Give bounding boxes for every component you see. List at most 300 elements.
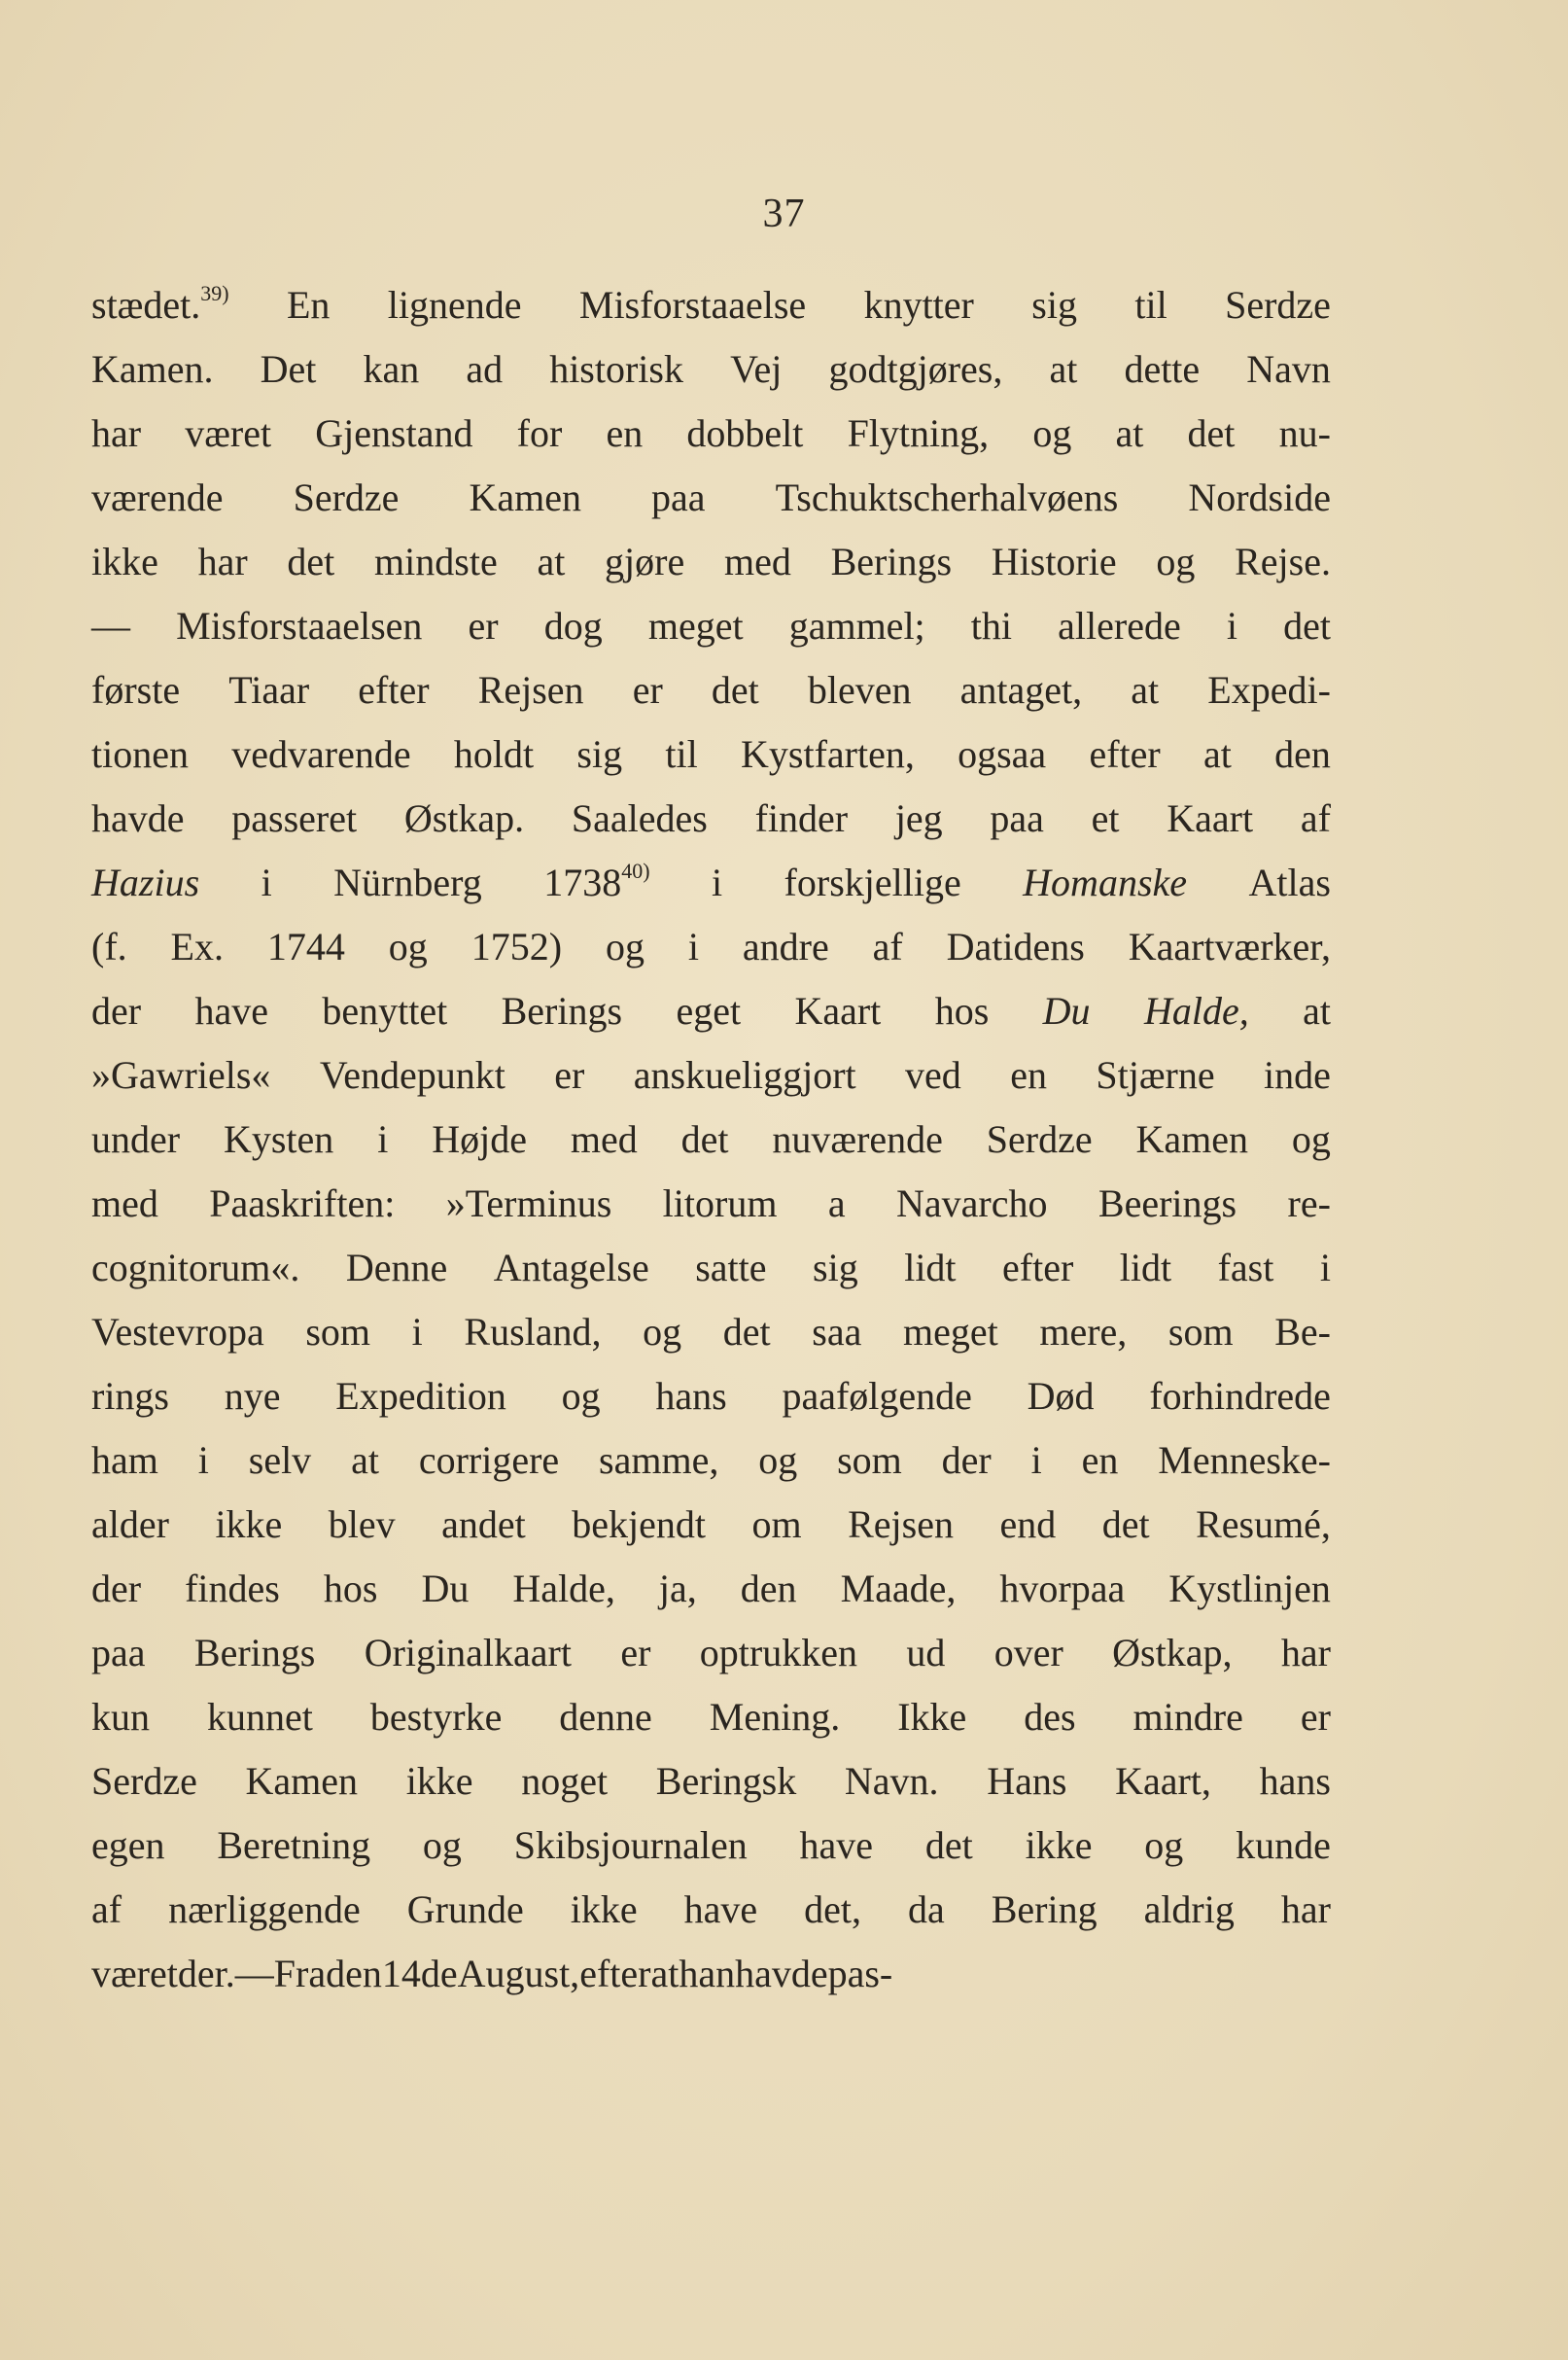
word-text: det — [680, 1117, 729, 1161]
text-line — [91, 1566, 1331, 1630]
word-text: at — [650, 1952, 679, 1995]
word-text: det — [924, 1823, 973, 1867]
word-text: det — [722, 1310, 771, 1354]
word-text: kan — [363, 347, 420, 391]
word-text: knytter — [863, 283, 974, 327]
word-text: forskjellige — [784, 861, 961, 904]
word-text: af — [91, 1887, 122, 1931]
word — [1264, 1052, 1331, 1098]
word-text: Beretning — [217, 1823, 371, 1867]
word-text: Grunde — [406, 1887, 524, 1931]
word — [365, 1630, 572, 1675]
word — [421, 1566, 469, 1611]
word — [324, 1566, 378, 1611]
text-line — [91, 603, 1331, 667]
word-text: paa — [990, 796, 1044, 840]
word — [333, 860, 482, 905]
text-line — [91, 1437, 1331, 1501]
word-text: Antagelse — [493, 1246, 649, 1289]
word — [207, 1694, 313, 1740]
word — [363, 346, 419, 392]
word — [446, 1180, 612, 1226]
word-text: Serdze — [1225, 283, 1331, 327]
word — [267, 924, 345, 969]
word — [828, 1180, 846, 1226]
word — [1235, 539, 1331, 584]
word — [1031, 1437, 1042, 1483]
word — [1236, 1822, 1331, 1868]
word — [1227, 603, 1237, 649]
word-text: gammel; — [788, 604, 925, 648]
word-text: det — [1187, 411, 1236, 455]
word — [1096, 1052, 1214, 1098]
word-text: Kamen — [1135, 1117, 1249, 1161]
word — [960, 667, 1083, 713]
word — [514, 1822, 748, 1868]
word-text: at — [1203, 732, 1232, 776]
word — [1026, 1822, 1093, 1868]
word — [471, 924, 562, 969]
word-text: til — [1134, 283, 1167, 327]
word — [1089, 731, 1160, 777]
word-text: »Terminus — [445, 1181, 612, 1225]
word — [848, 410, 990, 456]
word — [808, 667, 912, 713]
word — [1082, 1437, 1119, 1483]
word-text: paa — [91, 1631, 146, 1674]
word — [1274, 731, 1331, 777]
word — [650, 1951, 679, 1996]
word-text: i — [687, 925, 699, 969]
word — [1058, 603, 1181, 649]
word — [1246, 346, 1331, 392]
word — [1002, 1245, 1073, 1290]
word — [374, 539, 498, 584]
word — [1188, 410, 1236, 456]
word — [1248, 860, 1330, 905]
word-text: Bering — [991, 1887, 1098, 1931]
word-text: benyttet — [322, 989, 448, 1033]
word-text: satte — [695, 1246, 767, 1289]
word — [261, 860, 272, 905]
word — [91, 1180, 158, 1226]
word-text: Østkap, — [1112, 1631, 1233, 1674]
word-text: andre — [742, 925, 829, 969]
word — [176, 603, 422, 649]
word — [572, 1501, 706, 1547]
text-line — [91, 475, 1331, 539]
word-text: da — [907, 1887, 945, 1931]
text-line — [91, 1694, 1331, 1758]
word-text: og — [1291, 1117, 1331, 1161]
text-line — [91, 860, 1331, 924]
word-text: allerede — [1058, 604, 1181, 648]
italic-word: Homanske — [1023, 861, 1188, 904]
word — [620, 1630, 650, 1675]
word-text: i — [377, 1117, 389, 1161]
word-text: at — [1049, 347, 1078, 391]
word — [908, 1886, 945, 1932]
word — [712, 667, 759, 713]
word — [730, 346, 782, 392]
word — [751, 1501, 801, 1547]
word-text: Du — [421, 1567, 470, 1610]
text-line — [91, 282, 1331, 346]
word-text: sig — [1031, 283, 1077, 327]
word — [906, 1630, 945, 1675]
word — [1092, 795, 1120, 841]
word-text: Be- — [1274, 1310, 1331, 1354]
word-text: af — [1300, 796, 1331, 840]
word-text: hvorpaa — [999, 1567, 1126, 1610]
word-text: første — [91, 668, 181, 712]
word — [1010, 1052, 1047, 1098]
word-text: Skibsjournalen — [513, 1823, 748, 1867]
text-line — [91, 1501, 1331, 1566]
word-text: Død — [1027, 1374, 1095, 1418]
word-text: Saaledes — [571, 796, 708, 840]
word — [458, 1951, 580, 1996]
word — [91, 1951, 178, 1996]
word-text: ad — [466, 347, 504, 391]
word-text: den — [326, 1952, 382, 1995]
word-text: Expedi- — [1207, 668, 1331, 712]
word — [1301, 1694, 1331, 1740]
word — [903, 1309, 998, 1355]
text-line — [91, 1245, 1331, 1309]
word — [686, 410, 803, 456]
word — [1188, 475, 1331, 520]
word — [1149, 1373, 1331, 1419]
word — [91, 1373, 169, 1419]
word-text: ud — [906, 1631, 946, 1674]
word — [606, 410, 643, 456]
word-text: i — [1030, 1438, 1042, 1482]
word — [1032, 410, 1071, 456]
word-text: en — [1010, 1053, 1047, 1097]
word — [406, 1758, 473, 1804]
word-text: det — [711, 668, 759, 712]
word-text: der — [91, 1567, 142, 1610]
footnote-reference: 40) — [621, 859, 650, 883]
word-text: og — [1156, 540, 1196, 583]
text-line — [91, 667, 1331, 731]
word — [322, 988, 447, 1034]
word-text: Nürnberg — [333, 861, 482, 904]
text-line — [91, 988, 1331, 1052]
word-text: Kysten — [223, 1117, 334, 1161]
word — [1281, 1630, 1331, 1675]
text-line — [91, 410, 1331, 475]
word-text: Kystfarten, — [741, 732, 915, 776]
word-text: der — [91, 989, 142, 1033]
word — [828, 1951, 893, 1996]
word — [659, 1566, 697, 1611]
word-text: at — [1303, 989, 1331, 1033]
word — [794, 988, 881, 1034]
word-text: Historie — [991, 540, 1117, 583]
word — [91, 282, 229, 328]
word-text: det, — [804, 1887, 861, 1931]
word-text: Flytning, — [847, 411, 990, 455]
word-text: og — [422, 1823, 462, 1867]
word-text: været — [91, 1952, 178, 1995]
word-text: Rejsen — [477, 668, 584, 712]
word-text: selv — [248, 1438, 312, 1482]
word — [665, 731, 697, 777]
word-text: nu- — [1278, 411, 1331, 455]
word-text: og — [758, 1438, 798, 1482]
word-text: Misforstaaelse — [578, 283, 807, 327]
word — [1203, 731, 1232, 777]
word — [579, 282, 806, 328]
word-text: Berings — [193, 1631, 316, 1674]
word-text: Kamen. — [91, 347, 214, 391]
word-text: Denne — [345, 1246, 448, 1289]
word — [812, 1309, 861, 1355]
word — [712, 860, 722, 905]
word — [423, 1822, 462, 1868]
word-text: Navn. — [844, 1759, 939, 1803]
word — [1124, 346, 1200, 392]
word-text: værende — [91, 476, 224, 519]
word — [326, 1951, 382, 1996]
italic-word: Halde, — [1143, 989, 1249, 1033]
word — [1207, 667, 1331, 713]
word-text: nuværende — [772, 1117, 943, 1161]
word-text: denne — [559, 1695, 652, 1739]
word-text: anskueliggjort — [633, 1053, 856, 1097]
footnote-reference: 39) — [200, 281, 229, 305]
word — [987, 1116, 1093, 1162]
word-text: ikke — [570, 1887, 638, 1931]
word — [1049, 346, 1077, 392]
word — [224, 1116, 333, 1162]
word-text: noget — [521, 1759, 609, 1803]
word — [91, 346, 214, 392]
word — [1196, 1501, 1331, 1547]
word — [91, 731, 189, 777]
word-text: Kamen — [469, 476, 581, 519]
word — [1134, 282, 1167, 328]
word-text: »Gawriels« — [91, 1053, 271, 1097]
word — [91, 410, 141, 456]
word-text: han — [679, 1952, 736, 1995]
word — [784, 860, 961, 905]
word-text: havde — [91, 796, 185, 840]
word — [432, 1116, 527, 1162]
word — [329, 1501, 396, 1547]
word — [1023, 860, 1187, 905]
word — [228, 667, 309, 713]
word — [454, 731, 534, 777]
word — [358, 667, 429, 713]
word-text: lignende — [387, 283, 522, 327]
word — [896, 1180, 1047, 1226]
italic-word: Du — [1042, 989, 1091, 1033]
word-text: pas- — [827, 1952, 893, 1995]
word — [194, 1630, 315, 1675]
word-text: Rejse. — [1235, 540, 1331, 583]
word — [837, 1437, 902, 1483]
word-text: Rejsen — [848, 1502, 954, 1546]
word — [1024, 1694, 1075, 1740]
text-line — [91, 795, 1331, 860]
word-text: at — [1115, 411, 1144, 455]
word — [813, 1245, 858, 1290]
word-text: med — [570, 1117, 638, 1161]
word-text: Ikke — [897, 1695, 967, 1739]
word — [845, 1758, 939, 1804]
word-text: til — [665, 732, 698, 776]
word-text: og — [605, 925, 645, 969]
word — [735, 1951, 828, 1996]
word-text: Kaartværker, — [1128, 925, 1331, 969]
word — [925, 1822, 973, 1868]
word-text: Beringsk — [655, 1759, 797, 1803]
word — [1031, 282, 1077, 328]
word — [1116, 410, 1144, 456]
word — [294, 475, 400, 520]
word — [1102, 1501, 1150, 1547]
word — [91, 1437, 158, 1483]
word-text: Resumé, — [1196, 1502, 1331, 1546]
word-text: Originalkaart — [364, 1631, 572, 1674]
word-text: 1744 — [266, 925, 345, 969]
word — [1120, 1245, 1171, 1290]
word-text: Halde, — [512, 1567, 615, 1610]
word-text: og — [643, 1310, 682, 1354]
word — [464, 1309, 601, 1355]
word-text: er — [620, 1631, 651, 1674]
word — [549, 346, 683, 392]
word — [91, 988, 141, 1034]
word — [441, 1501, 526, 1547]
word — [194, 988, 268, 1034]
word — [663, 1180, 778, 1226]
word-text: Misforstaaelsen — [176, 604, 423, 648]
word — [992, 539, 1117, 584]
word-text: en — [606, 411, 644, 455]
word — [544, 603, 603, 649]
word-text: forhindrede — [1149, 1374, 1331, 1418]
word-text: under — [91, 1117, 181, 1161]
word-text: om — [751, 1502, 802, 1546]
word-text: samme, — [599, 1438, 719, 1482]
word-text: dette — [1124, 347, 1201, 391]
word — [91, 1245, 299, 1290]
word-text: jeg — [894, 796, 943, 840]
word — [231, 731, 410, 777]
word-text: mindre — [1132, 1695, 1243, 1739]
word — [776, 475, 1119, 520]
word — [772, 1116, 943, 1162]
word — [287, 539, 334, 584]
word-text: alder — [91, 1502, 169, 1546]
word — [743, 924, 829, 969]
word-text: aldrig — [1143, 1887, 1235, 1931]
word-text: været — [185, 411, 272, 455]
word — [1283, 603, 1331, 649]
word — [407, 1886, 524, 1932]
body-text — [91, 282, 1331, 2015]
word — [543, 860, 649, 905]
word-text: som — [1167, 1310, 1234, 1354]
word — [848, 1501, 954, 1547]
word-text: med — [91, 1181, 158, 1225]
word — [571, 1886, 638, 1932]
word-text: og — [1144, 1823, 1184, 1867]
word-text: det — [1101, 1502, 1150, 1546]
word-text: meget — [902, 1310, 998, 1354]
word — [684, 1886, 758, 1932]
word — [1144, 1886, 1235, 1932]
word — [695, 1245, 766, 1290]
word-text: hos — [934, 989, 990, 1033]
text-line — [91, 1180, 1331, 1245]
text-line — [91, 1052, 1331, 1116]
word-text: i — [1226, 604, 1237, 648]
word-text: hos — [323, 1567, 378, 1610]
word — [370, 1694, 503, 1740]
word — [209, 1180, 395, 1226]
word — [679, 1951, 735, 1996]
word-text: efter — [1002, 1246, 1074, 1289]
word — [651, 475, 706, 520]
word — [987, 1758, 1066, 1804]
word-text: 1738 — [543, 861, 622, 904]
word — [351, 1437, 379, 1483]
word — [1168, 1566, 1331, 1611]
word-text: for — [516, 411, 563, 455]
word-text: stædet. — [91, 283, 201, 327]
word — [198, 539, 248, 584]
word-text: at — [1131, 668, 1160, 712]
word — [1279, 410, 1331, 456]
word-text: sig — [813, 1246, 858, 1289]
word-text: corrigere — [418, 1438, 560, 1482]
word — [235, 1951, 274, 1996]
word — [249, 1437, 311, 1483]
word-text: August, — [457, 1952, 580, 1995]
word-text: der — [941, 1438, 992, 1482]
word-text: eget — [676, 989, 742, 1033]
word-text: godtgjøres, — [828, 347, 1003, 391]
word-text: det — [287, 540, 335, 583]
text-line — [91, 1373, 1331, 1437]
word — [999, 1566, 1125, 1611]
word-text: i — [1319, 1246, 1331, 1289]
text-line — [91, 1116, 1331, 1180]
word-text: meget — [647, 604, 744, 648]
word-text: Østkap. — [403, 796, 525, 840]
text-line — [91, 539, 1331, 603]
word — [804, 1886, 861, 1932]
word — [185, 1566, 280, 1611]
word-text: og — [561, 1374, 601, 1418]
word — [700, 1630, 857, 1675]
word-text: — — [91, 604, 130, 648]
word-text: egen — [91, 1823, 165, 1867]
word-text: bleven — [807, 668, 912, 712]
word-text: re- — [1287, 1181, 1331, 1225]
word-text: og — [388, 925, 428, 969]
word-text: dobbelt — [686, 411, 804, 455]
word — [91, 667, 180, 713]
word — [648, 603, 744, 649]
word-text: Serdze — [293, 476, 400, 519]
word — [755, 795, 849, 841]
